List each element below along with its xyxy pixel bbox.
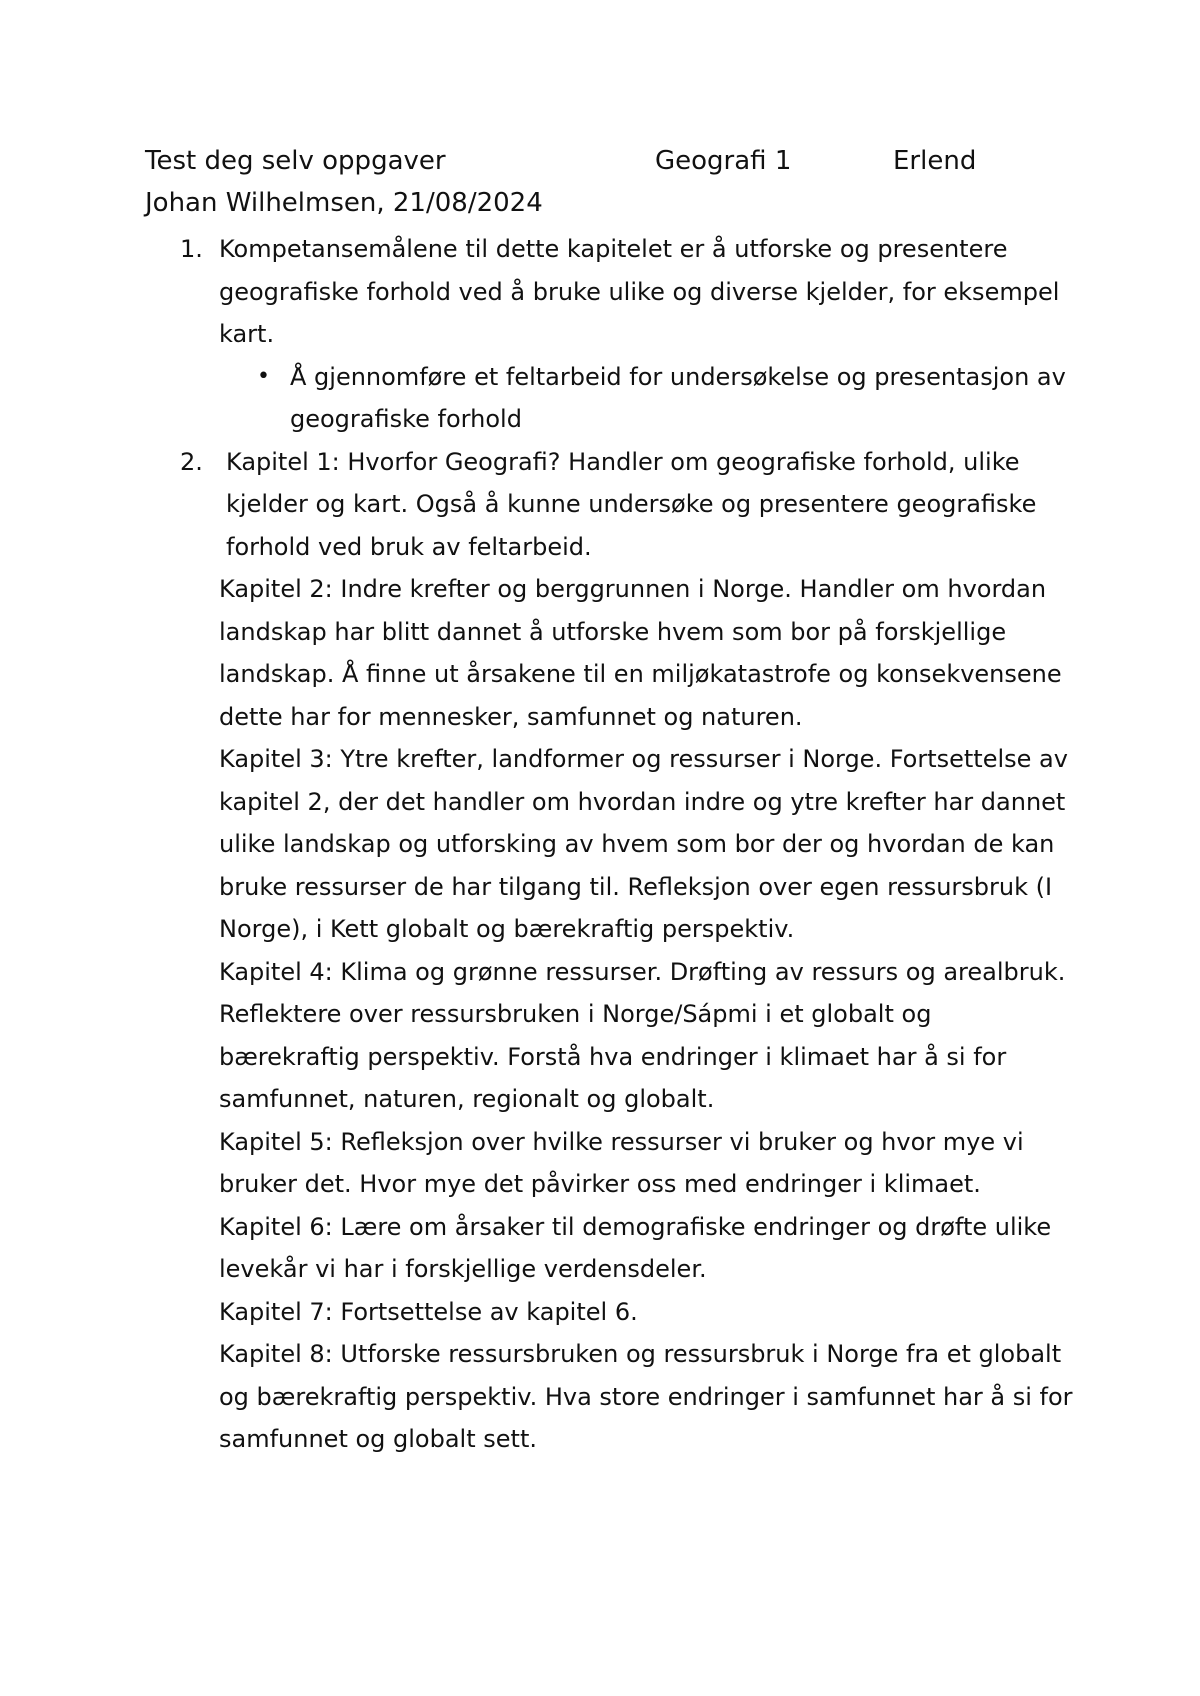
list-item-number: 2. <box>180 447 203 476</box>
chapter-3-summary: Kapitel 3: Ytre krefter, landformer og ressurser i Norge. Fortsettelse av kapitel 2, der det handler om hvordan indre og ytre krefter har dannet ulike landskap og utforsking av hvem som bor der og hvordan de kan bruke ressurser de har tilgang til. Refleksjon over egen ressursbruk (I Norge), i Kett globalt og bærekraftig perspektiv. <box>219 745 1068 943</box>
author-first-name: Erlend <box>893 146 977 176</box>
list-item-number: 1. <box>180 235 203 263</box>
document-title: Test deg selv oppgaver <box>145 146 446 176</box>
competence-goals-text: Kompetansemålene til dette kapitelet er å utforske og presentere geografiske forhold ved å bruke ulike og diverse kjelder, for eksempel kart. <box>219 235 1060 348</box>
document-header <box>145 140 1025 224</box>
subject-label: Geografi 1 <box>655 146 792 176</box>
list-item-1 <box>145 228 1075 441</box>
list-item-2 <box>145 441 1075 1461</box>
chapter-6-summary: Kapitel 6: Lære om årsaker til demografiske endringer og drøfte ulike levekår vi har i forskjellige verdensdeler. <box>219 1212 1052 1283</box>
chapter-2-summary: Kapitel 2: Indre krefter og berggrunnen i Norge. Handler om hvordan landskap har blitt dannet å utforske hvem som bor på forskjellige landskap. Å finne ut årsakene til en miljøkatastrofe og konsekvensene dette har for mennesker, samfunnet og naturen. <box>219 575 1062 731</box>
chapter-7-summary: Kapitel 7: Fortsettelse av kapitel 6. <box>219 1297 638 1326</box>
bullet-item <box>257 356 1075 441</box>
author-and-date: Johan Wilhelmsen, 21/08/2024 <box>145 188 543 218</box>
numbered-list <box>145 228 1075 1461</box>
bullet-text: Å gjennomføre et feltarbeid for undersøkelse og presentasjon av geografiske forhold <box>290 362 1066 433</box>
bullet-icon: • <box>257 363 270 389</box>
bullet-list <box>219 356 1075 441</box>
chapter-5-summary: Kapitel 5: Refleksjon over hvilke ressurser vi bruker og hvor mye vi bruker det. Hvor mye det påvirker oss med endringer i klimaet. <box>219 1127 1024 1198</box>
chapter-1-summary: Kapitel 1: Hvorfor Geografi? Handler om geografiske forhold, ulike kjelder og kart. Også å kunne undersøke og presentere geografiske forhold ved bruk av feltarbeid. <box>226 447 1037 561</box>
chapter-4-summary: Kapitel 4: Klima og grønne ressurser. Drøfting av ressurs og arealbruk. Reflektere over ressursbruken i Norge/Sápmi i et globalt og bærekraftig perspektiv. Forstå hva endringer i klimaet har å si for samfunnet, naturen, regionalt og globalt. <box>219 957 1066 1113</box>
header-line-1 <box>145 140 1025 182</box>
chapter-8-summary: Kapitel 8: Utforske ressursbruken og ressursbruk i Norge fra et globalt og bærekraftig perspektiv. Hva store endringer i samfunnet har å si for samfunnet og globalt sett. <box>219 1340 1073 1453</box>
